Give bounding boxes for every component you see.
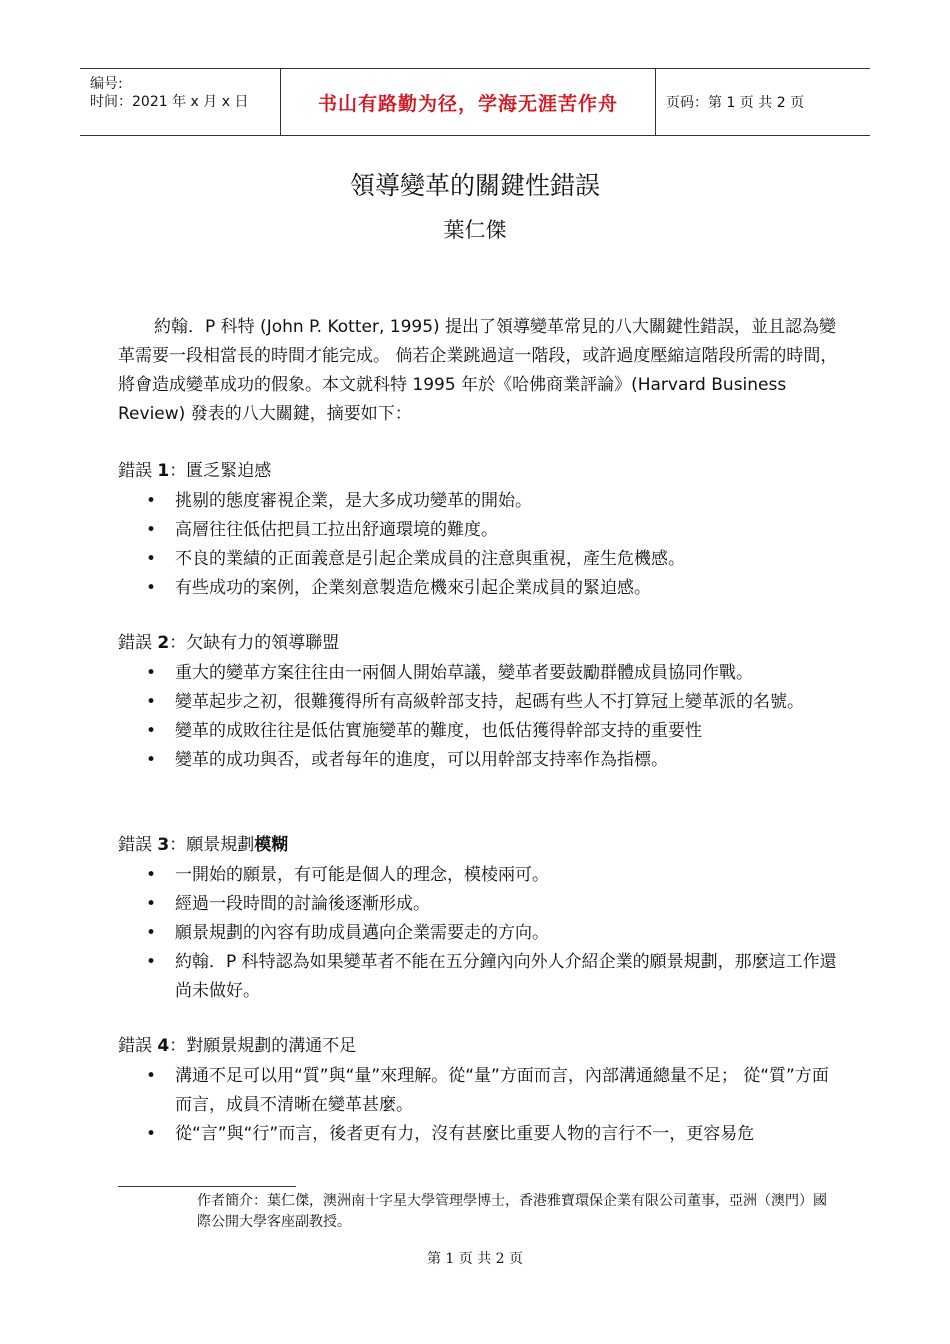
bullet-list [118, 1062, 838, 1149]
header-motto-cell [281, 69, 656, 135]
bullet-list [118, 861, 838, 1006]
list-item-text: 重大的變革方案往往由一兩個人開始草議，變革者要鼓勵群體成員協同作戰。 [175, 663, 753, 683]
document-time-label: 时间：2021 年 x 月 x 日 [90, 94, 249, 110]
error-section-1 [118, 457, 838, 603]
bullet-icon: • [146, 1066, 157, 1086]
header-meta-cell [80, 69, 281, 135]
list-item [118, 717, 838, 746]
list-item-text: 經過一段時間的討論後逐漸形成。 [175, 894, 430, 914]
bullet-icon: • [146, 520, 157, 540]
list-item-text: 願景規劃的內容有助成員邁向企業需要走的方向。 [175, 923, 549, 943]
list-item-text: 變革的成功與否，或者每年的進度，可以用幹部支持率作為指標。 [175, 750, 668, 770]
section-prefix: 錯誤 [118, 1036, 152, 1056]
header-page-info: 页码：第 1 页 共 2 页 [666, 95, 805, 111]
bullet-icon: • [146, 663, 157, 683]
document-number-label: 编号: [90, 76, 123, 92]
section-prefix: 錯誤 [118, 633, 152, 653]
document-title: 領導變革的關鍵性錯誤 [349, 171, 600, 200]
intro-paragraph: 約翰．P 科特 (John P. Kotter, 1995) 提出了領導變革常見的八大關鍵性錯誤，並且認為變革需要一段相當長的時間才能完成。 倘若企業跳過這一階段，或許過度壓縮這階段所需的時間，將會造成變革成功的假象。本文就科特 1995 年於《哈佛商業評論》(Harvard Business Review) 發表的八大關鍵，摘要如下： [118, 317, 838, 424]
header-motto: 书山有路勤为径，学海无涯苦作舟 [317, 92, 618, 115]
section-title: ：願景規劃 [169, 835, 255, 855]
list-item [118, 1062, 838, 1120]
list-item-text: 有些成功的案例，企業刻意製造危機來引起企業成員的緊迫感。 [175, 578, 651, 598]
list-item [118, 746, 838, 775]
bullet-list [118, 487, 838, 603]
bullet-icon: • [146, 865, 157, 885]
list-item [118, 574, 838, 603]
section-number: 3 [157, 835, 170, 855]
bullet-icon: • [146, 578, 157, 598]
bullet-icon: • [146, 923, 157, 943]
section-title: ：匱乏緊迫感 [169, 461, 272, 481]
list-item-text: 不良的業績的正面義意是引起企業成員的注意與重視，產生危機感。 [175, 549, 685, 569]
bullet-list [118, 659, 838, 775]
list-item-text: 高層往往低估把員工拉出舒適環境的難度。 [175, 520, 498, 540]
list-item [118, 688, 838, 717]
list-item [118, 516, 838, 545]
section-title: ：欠缺有力的領導聯盟 [169, 633, 340, 653]
list-item [118, 487, 838, 516]
list-item-text: 溝通不足可以用“質”與“量”來理解。從“量”方面而言，內部溝通總量不足； 從“質”方面而言，成員不清晰在變革甚麼。 [175, 1066, 829, 1115]
list-item [118, 861, 838, 890]
bullet-icon: • [146, 692, 157, 712]
list-item-text: 變革的成敗往往是低估實施變革的難度，也低估獲得幹部支持的重要性 [175, 721, 702, 741]
author-footnote: 作者簡介：葉仁傑，澳洲南十字星大學管理學博士，香港雅寶環保企業有限公司董事，亞洲（澳門）國際公開大學客座副教授。 [197, 1193, 827, 1230]
list-item-text: 約翰．P 科特認為如果變革者不能在五分鐘內向外人介紹企業的願景規劃，那麼這工作還尚未做好。 [175, 952, 837, 1001]
page-header [80, 68, 870, 136]
section-heading [118, 457, 838, 485]
list-item [118, 1120, 838, 1149]
section-heading [118, 629, 838, 657]
section-number: 4 [157, 1036, 170, 1056]
section-title-bold: 模糊 [254, 835, 289, 855]
bullet-icon: • [146, 1124, 157, 1144]
footnote-divider [118, 1186, 296, 1187]
list-item-text: 一開始的願景，有可能是個人的理念，模棱兩可。 [175, 865, 549, 885]
list-item-text: 從“言”與“行”而言，後者更有力，沒有甚麼比重要人物的言行不一，更容易危 [175, 1124, 755, 1144]
bullet-icon: • [146, 894, 157, 914]
section-prefix: 錯誤 [118, 835, 152, 855]
bullet-icon: • [146, 549, 157, 569]
page-footer: 第 1 页 共 2 页 [426, 1251, 524, 1267]
list-item [118, 890, 838, 919]
section-number: 2 [157, 633, 170, 653]
error-section-2 [118, 629, 838, 775]
bullet-icon: • [146, 750, 157, 770]
error-section-3 [118, 831, 838, 1006]
list-item [118, 948, 838, 1006]
list-item [118, 545, 838, 574]
section-number: 1 [157, 461, 170, 481]
list-item [118, 919, 838, 948]
list-item-text: 挑剔的態度審視企業，是大多成功變革的開始。 [175, 491, 532, 511]
bullet-icon: • [146, 721, 157, 741]
error-section-4 [118, 1032, 838, 1149]
document-author: 葉仁傑 [443, 218, 507, 242]
list-item [118, 659, 838, 688]
bullet-icon: • [146, 952, 157, 972]
section-heading [118, 831, 838, 859]
bullet-icon: • [146, 491, 157, 511]
list-item-text: 變革起步之初，很難獲得所有高級幹部支持，起碼有些人不打算冠上變革派的名號。 [175, 692, 804, 712]
header-page-cell [656, 69, 870, 135]
section-title: ：對願景規劃的溝通不足 [169, 1036, 357, 1056]
section-heading [118, 1032, 838, 1060]
section-prefix: 錯誤 [118, 461, 152, 481]
